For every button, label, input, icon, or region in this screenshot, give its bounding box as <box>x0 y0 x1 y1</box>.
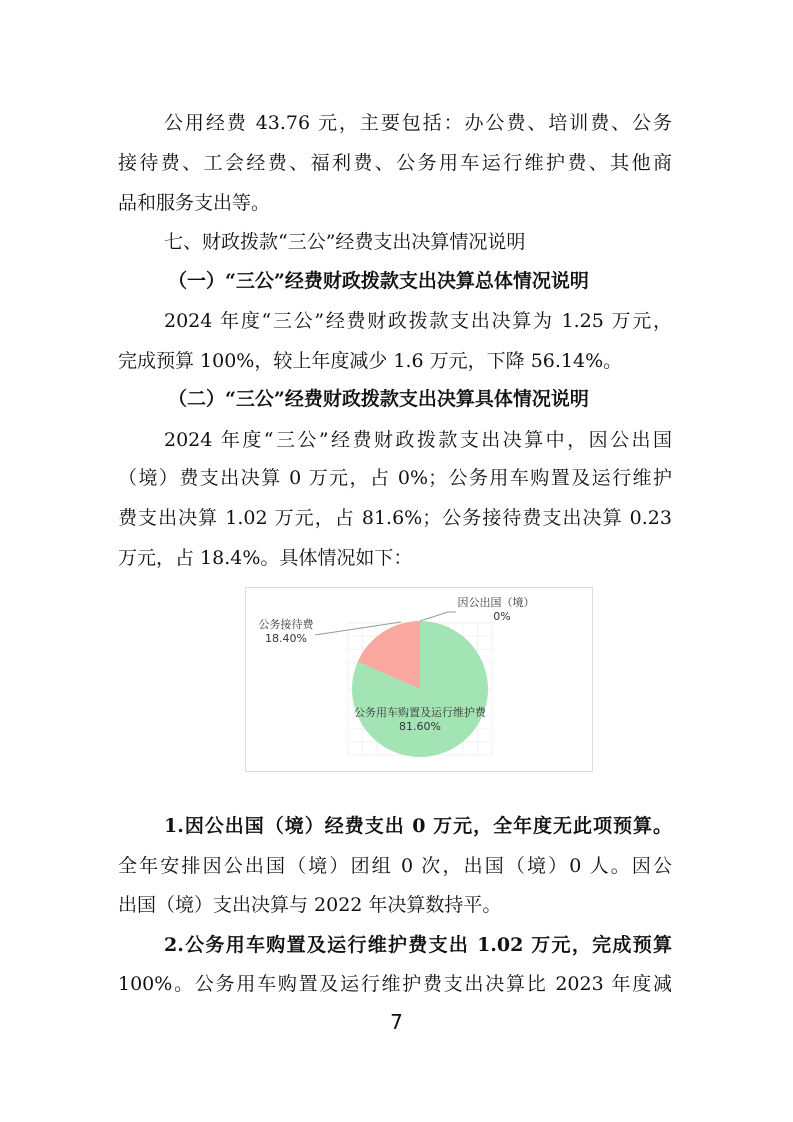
section-heading: 七、财政拨款“三公”经费支出决算情况说明 <box>164 231 526 253</box>
page-number: 7 <box>390 1010 403 1034</box>
text-line: 2024 年度“三公”经费财政拨款支出决算中，因公出国 <box>164 429 672 451</box>
text-line: 完成预算 100%，较上年度减少 1.6 万元，下降 56.14%。 <box>118 350 623 372</box>
slice-value: 81.60% <box>399 720 441 733</box>
text-line: 出国（境）支出决算与 2022 年决算数持平。 <box>118 894 502 916</box>
text-line: 100%。公务用车购置及运行维护费支出决算比 2023 年度减 <box>118 973 672 995</box>
text-line: 2024 年度“三公”经费财政拨款支出决算为 1.25 万元， <box>164 310 672 332</box>
slice-value: 0% <box>493 610 511 623</box>
text-line: 2.公务用车购置及运行维护费支出 1.02 万元，完成预算 <box>164 934 672 956</box>
subsection-heading: （一）“三公”经费财政拨款支出决算总体情况说明 <box>168 270 589 292</box>
text-line: 品和服务支出等。 <box>118 192 271 214</box>
slice-label: 公务接待费 <box>258 618 314 631</box>
subsection-heading: （二）“三公”经费财政拨款支出决算具体情况说明 <box>168 388 589 410</box>
pie-chart <box>245 587 593 772</box>
text-line: 1.因公出国（境）经费支出 0 万元，全年度无此项预算。 <box>164 815 672 837</box>
text-line: 万元，占 18.4%。具体情况如下： <box>118 547 413 569</box>
text-line: （境）费支出决算 0 万元，占 0%；公务用车购置及运行维护 <box>118 467 672 489</box>
text-line: 全年安排因公出国（境）团组 0 次，出国（境）0 人。因公 <box>118 855 672 877</box>
leader-line <box>420 612 456 621</box>
text-line: 接待费、工会经费、福利费、公务用车运行维护费、其他商 <box>118 152 672 174</box>
slice-label: 因公出国（境） <box>457 596 535 609</box>
text-line: 费支出决算 1.02 万元，占 81.6%；公务接待费支出决算 0.23 <box>118 507 672 529</box>
slice-value: 18.40% <box>265 632 307 645</box>
text-line: 公用经费 43.76 元，主要包括：办公费、培训费、公务 <box>164 112 672 134</box>
slice-label: 公务用车购置及运行维护费 <box>354 706 486 719</box>
pie-svg <box>246 588 592 771</box>
